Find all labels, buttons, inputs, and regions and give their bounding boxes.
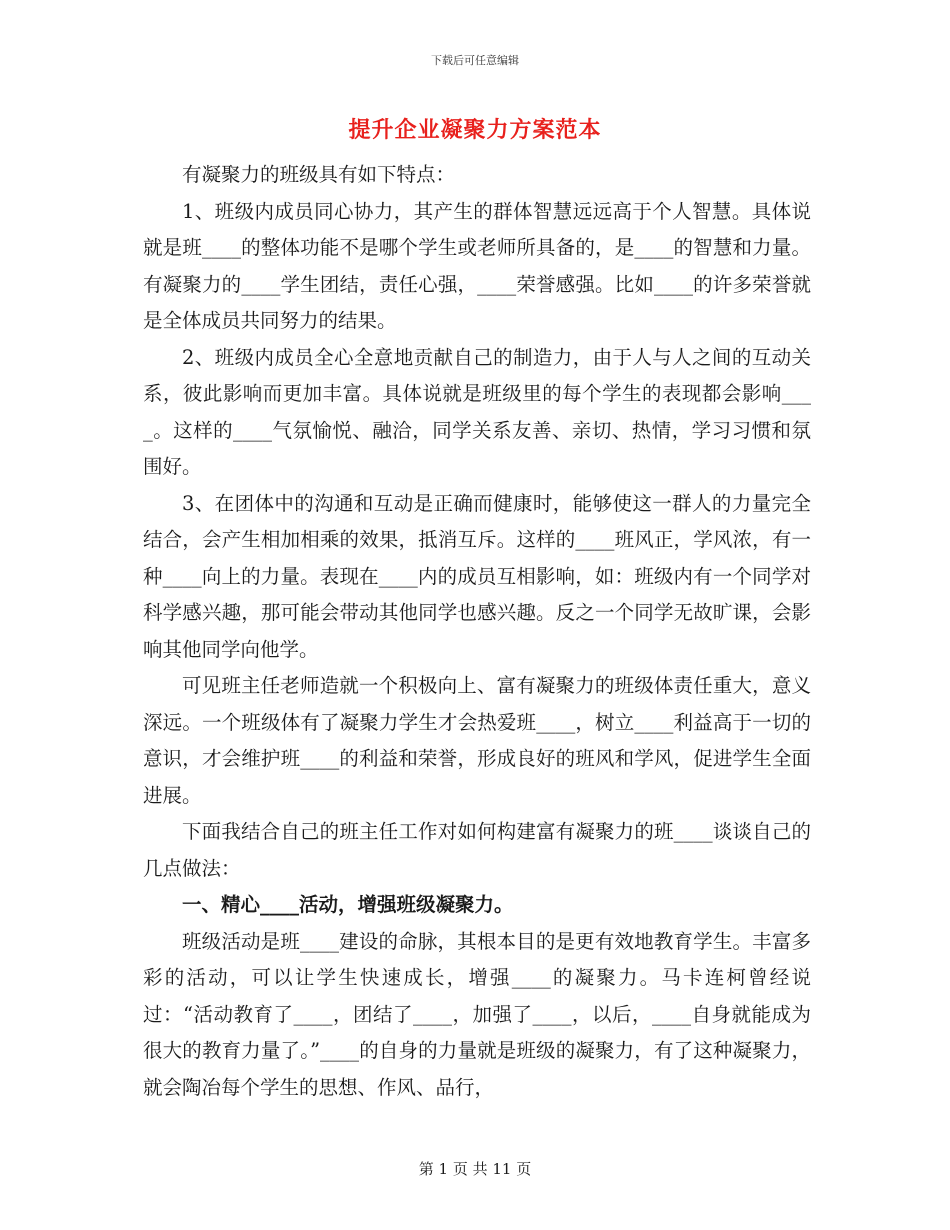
document-body xyxy=(143,157,811,1106)
intro-paragraph: 有凝聚力的班级具有如下特点： xyxy=(182,163,456,186)
method-intro-paragraph: 下面我结合自己的班主任工作对如何构建富有凝聚力的班____谈谈自己的几点做法： xyxy=(143,820,811,880)
page-number: 第 1 页 共 11 页 xyxy=(418,1160,532,1178)
feature-1-paragraph: 1、班级内成员同心协力，其产生的群体智慧远远高于个人智慧。具体说就是班____的整体功能不是哪个学生或老师所具备的，是____的智慧和力量。有凝聚力的____学生团结，责任心强，____荣誉感强。比如____的许多荣誉就是全体成员共同努力的结果。 xyxy=(143,199,811,332)
document-title: 提升企业凝聚力方案范本 xyxy=(348,117,602,143)
page-header: 下载后可任意编辑 xyxy=(431,54,519,67)
feature-3-paragraph: 3、在团体中的沟通和互动是正确而健康时，能够使这一群人的力量完全结合，会产生相加相乘的效果，抵消互斥。这样的____班风正，学风浓，有一种____向上的力量。表现在____内的成员互相影响，如：班级内有一个同学对科学感兴趣，那可能会带动其他同学也感兴趣。反之一个同学无故旷课，会影响其他同学向他学。 xyxy=(143,491,811,661)
section-heading: 一、精心____活动，增强班级凝聚力。 xyxy=(182,893,514,916)
feature-2-paragraph: 2、班级内成员全心全意地贡献自己的制造力，由于人与人之间的互动关系，彼此影响而更加丰富。具体说就是班级里的每个学生的表现都会影响____。这样的____气氛愉悦、融洽，同学关系友善、亲切、热情，学习习惯和氛围好。 xyxy=(143,345,811,478)
section-paragraph: 班级活动是班____建设的命脉，其根本目的是更有效地教育学生。丰富多彩的活动，可以让学生快速成长，增强____的凝聚力。马卡连柯曾经说过：“活动教育了____，团结了____，加强了____，以后，____自身就能成为很大的教育力量了。”____的自身的力量就是班级的凝聚力，有了这种凝聚力，就会陶冶每个学生的思想、作风、品行， xyxy=(143,929,811,1099)
conclusion-paragraph: 可见班主任老师造就一个积极向上、富有凝聚力的班级体责任重大，意义深远。一个班级体有了凝聚力学生才会热爱班____，树立____利益高于一切的意识，才会维护班____的利益和荣誉，形成良好的班风和学风，促进学生全面进展。 xyxy=(143,674,811,807)
